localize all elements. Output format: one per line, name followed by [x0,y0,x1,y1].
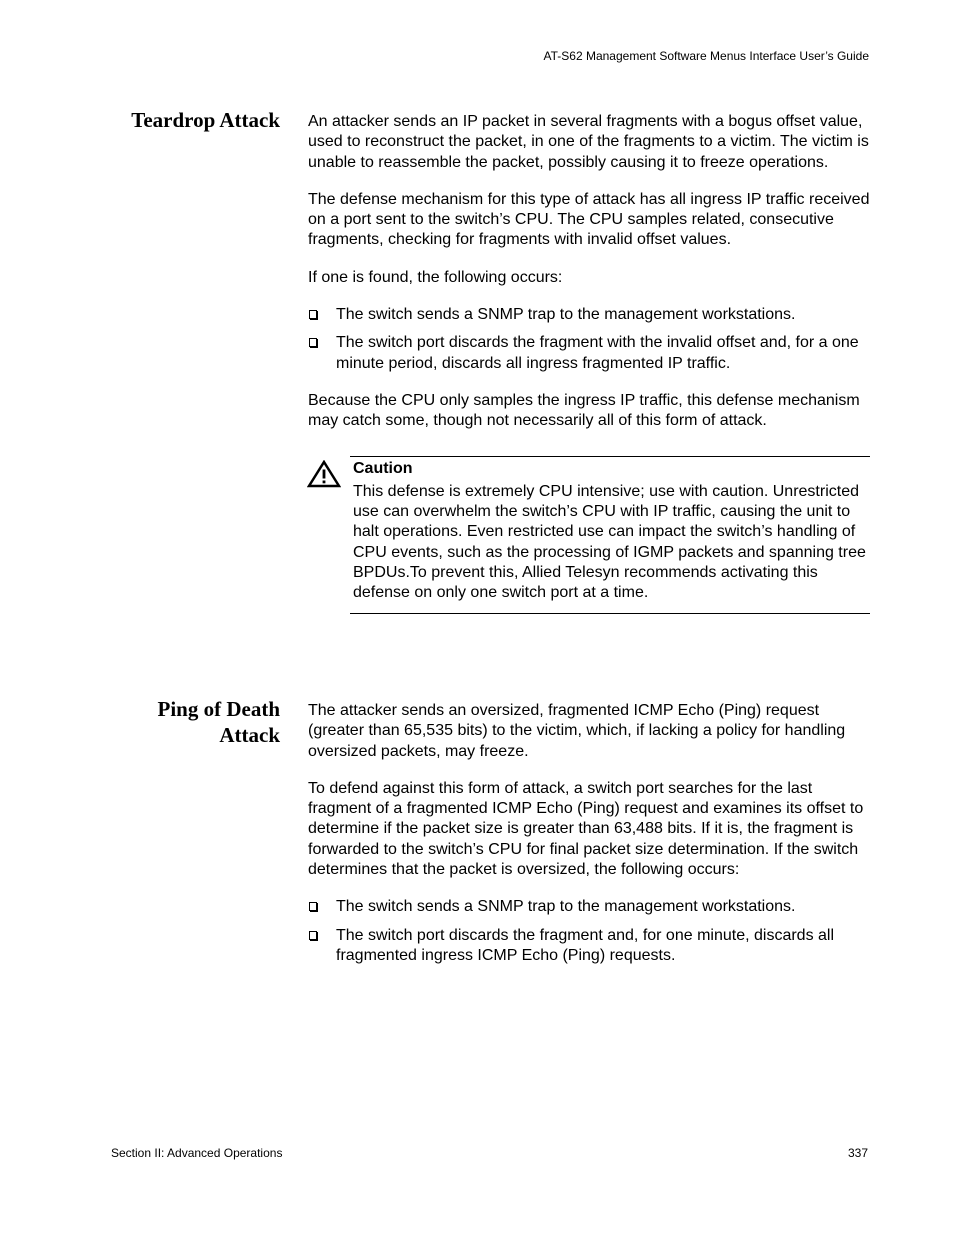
checkbox-bullet-icon [309,310,317,319]
paragraph: The attacker sends an oversized, fragmented ICMP Echo (Ping) request (greater than 65,535 bits) to the victim, which, if lacking a policy for handling oversized packets, may freeze. [308,702,846,760]
list-item [308,926,870,967]
section-title-line: Ping of Death [157,697,280,721]
paragraph: The defense mechanism for this type of attack has all ingress IP traffic received on a port sent to the switch’s CPU. The CPU samples related, consecutive fragments, checking for fragments with invalid offset values. [308,190,870,249]
paragraph: If one is found, the following occurs: [308,268,563,286]
paragraph: Because the CPU only samples the ingress IP traffic, this defense mechanism may catch some, though not necessarily all of this form of attack. [308,391,860,430]
list-item-text: The switch sends a SNMP trap to the management workstations. [336,306,796,324]
list-item-text: The switch port discards the fragment with the invalid offset and, for a one minute period, discards all ingress fragmented IP traffic. [336,334,859,372]
section-title-teardrop: Teardrop Attack [131,108,280,132]
running-header: AT-S62 Management Software Menus Interface User’s Guide [543,49,869,63]
checkbox-bullet-icon [309,902,317,911]
section-title-ping-of-death [80,696,280,748]
caution-title: Caution [353,459,413,477]
section-body-teardrop [308,112,870,614]
footer-section: Section II: Advanced Operations [111,1146,283,1160]
list-item-text: The switch sends a SNMP trap to the management workstations. [336,898,796,916]
caution-box [350,456,870,614]
bullet-list [308,897,870,966]
checkbox-bullet-icon [309,931,317,940]
caution-text: This defense is extremely CPU intensive; use with caution. Unrestricted use can overwhelm the switch’s CPU with IP traffic, causing the unit to halt operations. Even restricted use can impact the switch’s handling of CPU events, such as the processing of IGMP packets and spanning tree BPDUs.To prevent this, Allied Telesyn recommends activating this defense on only one switch port at a time. [353,482,866,602]
page-number: 337 [847,1146,868,1160]
bullet-list [308,305,870,374]
section-title-line: Attack [219,723,280,747]
section-body-ping-of-death [308,701,870,983]
checkbox-bullet-icon [309,338,317,347]
list-item-text: The switch port discards the fragment and, for one minute, discards all fragmented ingress ICMP Echo (Ping) requests. [336,926,835,964]
list-item [308,333,870,374]
paragraph: An attacker sends an IP packet in several fragments with a bogus offset value, used to reconstruct the packet, in one of the fragments to a victim. The victim is unable to reassemble the packet, possibly causing it to freeze operations. [308,113,869,171]
list-item [308,305,870,325]
list-item [308,897,870,917]
paragraph: To defend against this form of attack, a switch port searches for the last fragment of a fragmented ICMP Echo (Ping) request and examines its offset to determine if the packet size is greater than 63,488 bits. If it is, the fragment is forwarded to the switch’s CPU for final packet size determination. If the switch determines that the packet is oversized, the following occurs: [308,779,864,879]
warning-triangle-icon [307,460,341,488]
